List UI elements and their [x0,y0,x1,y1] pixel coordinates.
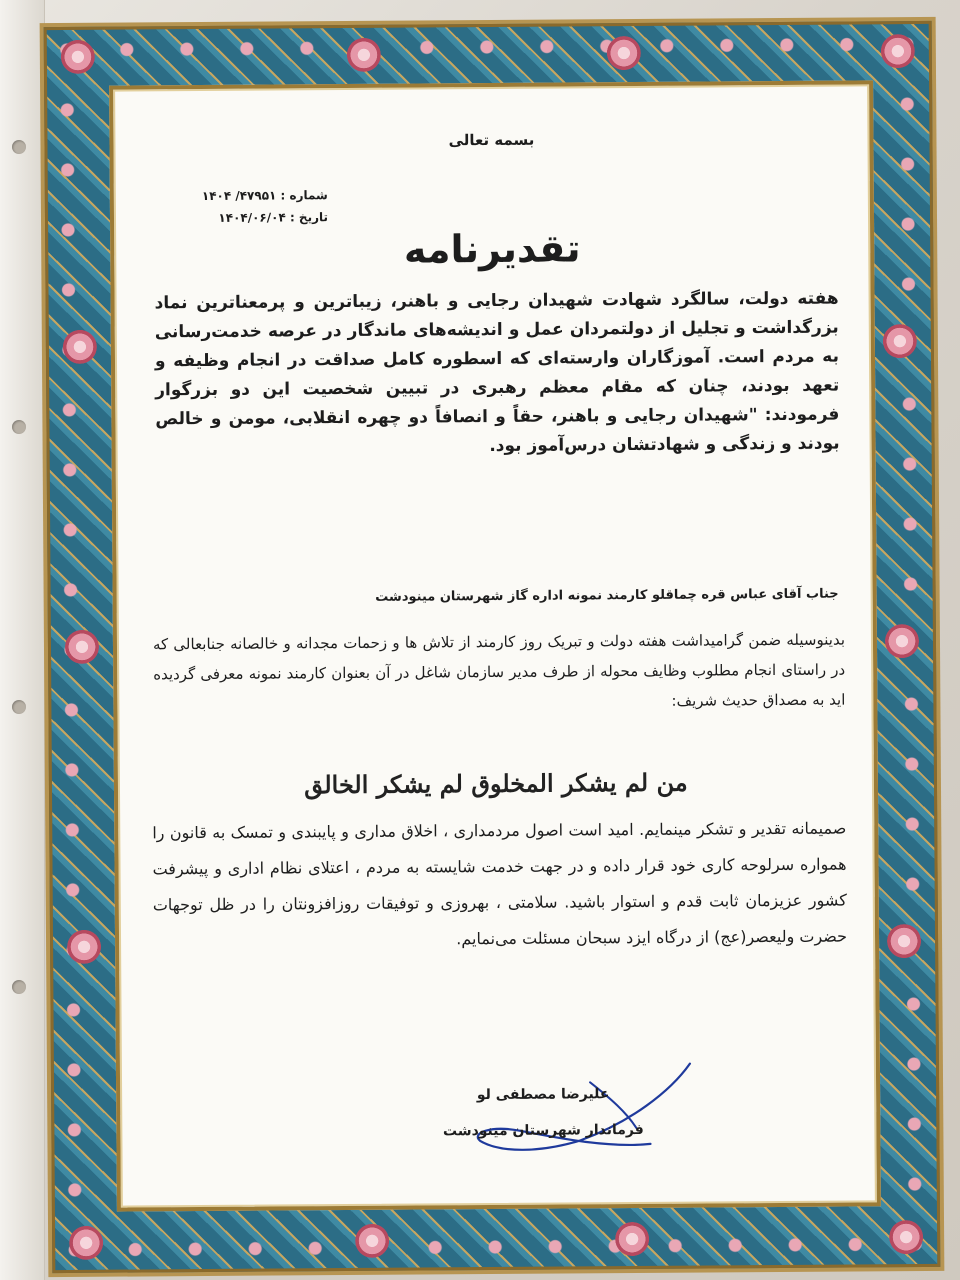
punch-hole [12,420,26,434]
border-flower-ornament [61,40,95,74]
header-invocation: بسمه تعالی [448,130,535,150]
addressee-line: جناب آقای عباس قره چماقلو کارمند نمونه اداره گاز شهرستان مینودشت [375,586,839,605]
border-flower-ornament [65,630,99,664]
border-flower-ornament [887,924,921,958]
handwritten-signature [440,1051,721,1173]
signatory-name: علیرضا مصطفی لو [476,1086,610,1104]
border-flower-ornament [347,38,381,72]
letter-number: شماره : ۴۷۹۵۱/ ۱۴۰۴ [201,188,328,204]
border-flower-ornament [69,1226,103,1260]
certificate-content [113,84,877,1207]
letter-date: تاریخ : ۱۴۰۴/۰۶/۰۴ [218,210,329,225]
punch-hole [12,700,26,714]
body-paragraph: بدینوسیله ضمن گرامیداشت هفته دولت و تبریک روز کارمند از تلاش ها و زحمات مجدانه و خالصانه جنابعالی که در راستای انجام مطلوب وظایف محوله از طرف مدیر سازمان شاغل در آن بعنوان کارمند نمونه معرفی گردیده اید به مصداق حدیث شریف: [152,630,846,710]
border-flower-ornament [889,1220,923,1254]
border-flower-ornament [615,1222,649,1256]
border-flower-ornament [885,624,919,658]
reference-info [202,184,328,229]
border-flower-ornament [881,34,915,68]
border-flower-ornament [63,330,97,364]
punch-hole [12,140,26,154]
ornamental-border [44,21,941,1273]
closing-paragraph: صمیمانه تقدیر و تشکر مینمایم. امید است اصول مردمداری ، اخلاق مداری و پایبندی و تمسک به قانون را همواره سرلوحه کاری خود قرار داده و در جهت خدمت شایسته به مردم ، اعتلای نظام اداری و پیشرفت کشور عزیزمان ثابت قدم و استوار باشید. سلامتی ، بهروزی و توفیقات روزافزونتان را در ظل توجهات حضرت ولیعصر(عج) از درگاه ایزد سبحان مسئلت می‌نمایم. [152,818,848,949]
certificate-paper [109,80,881,1211]
hadith-quote: من لم یشکر المخلوق لم یشکر الخالق [304,767,688,800]
punch-hole [12,980,26,994]
document-title: تقدیرنامه [403,226,581,272]
border-flower-ornament [355,1224,389,1258]
border-flower-ornament [67,930,101,964]
border-flower-ornament [883,324,917,358]
border-flower-ornament [607,36,641,70]
intro-paragraph: هفته دولت، سالگرد شهادت شهیدان رجایی و باهنر، زیباترین و پرمعناترین نماد بزرگداشت و تجلیل از دولتمردان عمل و اندیشه‌های ماندگار در عرصه خدمت‌رسانی به مردم است. آموزگاران وارسته‌ای که اسطوره کامل صداقت در انجام وظیفه و تعهد بودند، چنان که مقام معظم رهبری در تبیین شخصیت این دو بزرگوار فرمودند: "شهیدان رجایی و باهنر، حقاً و انصافاً دو چهره انقلابی، مومن و خالص بودند و زندگی و شهادتشان درس‌آموز بود. [154,288,840,457]
signatory-title: فرماندار شهرستان مینودشت [442,1121,644,1140]
sleeve-edge [0,0,45,1280]
